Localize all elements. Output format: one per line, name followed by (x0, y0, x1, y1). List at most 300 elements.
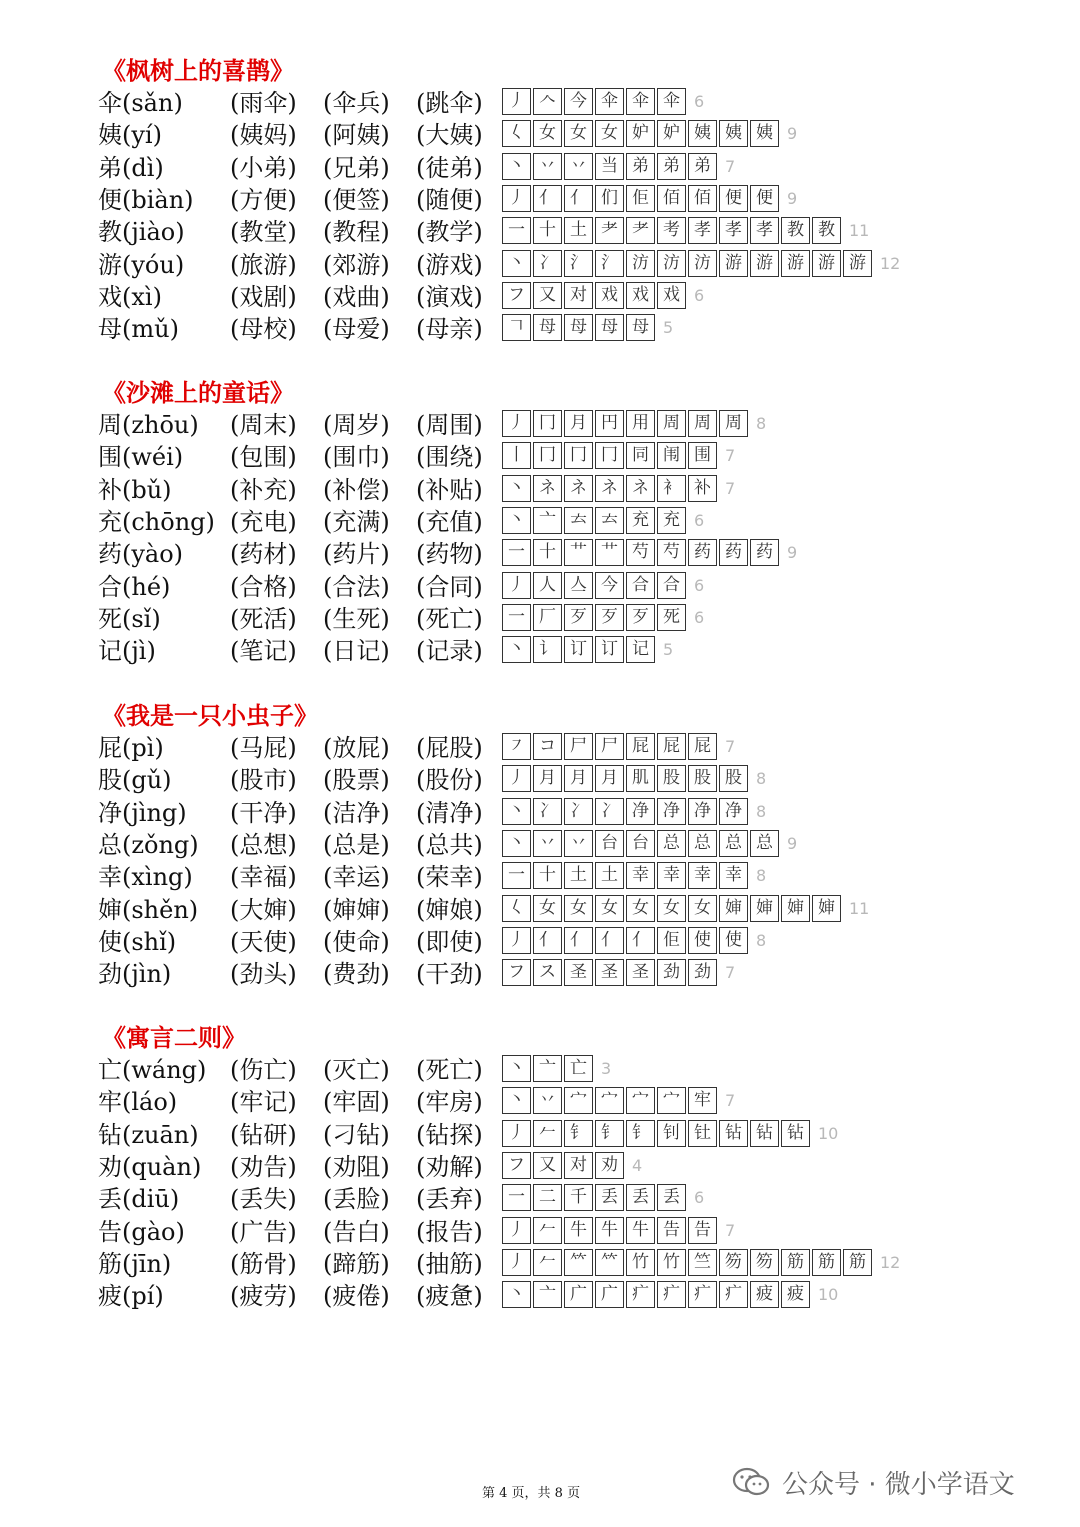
stroke-step-cell: 亠 (533, 507, 562, 534)
watermark (732, 1462, 1015, 1502)
stroke-step-cell: 女 (595, 895, 624, 922)
character-pinyin: 充(chōng) (98, 507, 215, 536)
stroke-step-cell: 广 (564, 1281, 593, 1308)
vocab-word: (屁股) (416, 734, 483, 762)
character-row (0, 571, 1080, 603)
character-row (0, 1216, 1080, 1248)
stroke-order-grid (502, 604, 704, 633)
stroke-step-cell: 一 (502, 217, 531, 244)
stroke-step-cell: 订 (595, 636, 624, 663)
stroke-order-grid (502, 798, 766, 827)
stroke-step-cell: 围 (688, 442, 717, 469)
stroke-step-cell: 钻 (781, 1120, 810, 1147)
vocab-word: (补偿) (323, 475, 390, 504)
stroke-step-cell: 伞 (626, 88, 655, 115)
stroke-step-cell: 𠫓 (595, 507, 624, 534)
stroke-step-cell: 佢 (657, 927, 686, 954)
section-title: 《枫树上的喜鹊》 (102, 56, 294, 85)
vocab-word: (蹄筋) (323, 1249, 390, 1278)
stroke-step-cell: 耂 (595, 217, 624, 244)
stroke-step-cell: 汸 (626, 250, 655, 277)
vocab-word: (即使) (416, 927, 483, 956)
stroke-step-cell: 伞 (657, 88, 686, 115)
vocab-word: (充满) (323, 507, 390, 536)
vocab-word: (劝告) (230, 1152, 297, 1181)
vocab-word: (围巾) (323, 443, 390, 472)
stroke-step-cell: 使 (688, 927, 717, 954)
stroke-step-cell: 戏 (657, 282, 686, 309)
stroke-step-cell: 一 (502, 1184, 531, 1211)
stroke-step-cell: 屁 (657, 733, 686, 760)
stroke-order-grid (502, 1281, 838, 1310)
stroke-step-cell: 土 (564, 862, 593, 889)
stroke-count: 11 (849, 898, 870, 918)
vocab-word: (死活) (230, 604, 297, 633)
vocab-word: (合法) (323, 572, 390, 601)
character-row (0, 506, 1080, 538)
stroke-order-grid (502, 1152, 642, 1181)
vocab-word: (总想) (230, 830, 297, 859)
stroke-order-grid (502, 442, 735, 471)
stroke-order-grid (502, 1055, 611, 1084)
stroke-step-cell: 𠃍 (502, 314, 531, 341)
vocab-word: (钻研) (230, 1120, 297, 1149)
vocab-word: (钻探) (416, 1120, 483, 1149)
character-row (0, 281, 1080, 313)
stroke-order-grid (502, 862, 766, 891)
stroke-count: 11 (849, 221, 870, 241)
character-row (0, 603, 1080, 635)
vocab-word: (药材) (230, 540, 297, 569)
vocab-word: (告白) (323, 1217, 390, 1246)
character-pinyin: 疲(pí) (98, 1282, 164, 1311)
vocab-word: (马屁) (230, 734, 297, 762)
stroke-step-cell: 笏 (719, 1249, 748, 1276)
vocab-word: (充值) (416, 507, 483, 536)
stroke-order-grid (502, 250, 900, 279)
stroke-step-cell: 十 (533, 217, 562, 244)
stroke-count: 10 (818, 1123, 839, 1143)
vocab-word: (疲倦) (323, 1282, 390, 1311)
stroke-step-cell: 姨 (750, 120, 779, 147)
character-row (0, 313, 1080, 345)
stroke-order-grid (502, 895, 869, 924)
stroke-step-cell: 屁 (688, 733, 717, 760)
stroke-step-cell: 𡿨 (502, 120, 531, 147)
stroke-step-cell: 订 (564, 636, 593, 663)
stroke-step-cell: 股 (657, 765, 686, 792)
character-row (0, 1248, 1080, 1280)
vocab-word: (药物) (416, 540, 483, 569)
vocab-word: (婶婶) (323, 895, 390, 924)
vocab-word: (母校) (230, 315, 297, 344)
character-row (0, 1119, 1080, 1151)
stroke-order-grid (502, 1184, 704, 1213)
stroke-step-cell: 竹 (626, 1249, 655, 1276)
vocab-word: (抽筋) (416, 1249, 483, 1278)
stroke-step-cell: 亻 (595, 927, 624, 954)
character-pinyin: 母(mǔ) (98, 315, 179, 344)
stroke-step-cell: 牢 (688, 1087, 717, 1114)
stroke-step-cell: 丶 (502, 1281, 531, 1308)
vocab-word: (戏剧) (230, 282, 297, 311)
stroke-step-cell: 股 (719, 765, 748, 792)
stroke-step-cell: 闱 (657, 442, 686, 469)
stroke-step-cell: 冂 (564, 442, 593, 469)
stroke-step-cell: 孝 (688, 217, 717, 244)
character-row (0, 829, 1080, 861)
character-row (0, 732, 1080, 764)
stroke-step-cell: 又 (533, 1152, 562, 1179)
vocab-word: (伞兵) (323, 89, 390, 117)
stroke-step-cell: 劲 (688, 959, 717, 986)
stroke-step-cell: 丿 (502, 88, 531, 115)
vocab-word: (劲头) (230, 960, 297, 989)
character-row (0, 474, 1080, 506)
stroke-step-cell: 疒 (657, 1281, 686, 1308)
stroke-step-cell: 亠 (533, 1055, 562, 1082)
vocab-word: (报告) (416, 1217, 483, 1246)
stroke-step-cell: 汸 (688, 250, 717, 277)
vocab-word: (总是) (323, 830, 390, 859)
vocab-word: (兄弟) (323, 153, 390, 182)
stroke-step-cell: 疲 (781, 1281, 810, 1308)
character-row (0, 635, 1080, 667)
vocab-word: (药片) (323, 540, 390, 569)
character-pinyin: 游(yóu) (98, 250, 185, 279)
character-pinyin: 姨(yí) (98, 121, 162, 150)
stroke-count: 8 (756, 414, 767, 433)
character-row (0, 764, 1080, 796)
stroke-step-cell: 宀 (595, 1087, 624, 1114)
stroke-step-cell: 台 (595, 830, 624, 857)
stroke-step-cell: 丢 (595, 1184, 624, 1211)
stroke-step-cell: 亻 (533, 185, 562, 212)
stroke-count: 10 (818, 1285, 839, 1305)
stroke-step-cell: 𠫓 (564, 507, 593, 534)
stroke-step-cell: 丶 (502, 250, 531, 277)
vocab-word: (费劲) (323, 960, 390, 989)
stroke-step-cell: 婶 (750, 895, 779, 922)
character-pinyin: 告(gào) (98, 1217, 185, 1246)
stroke-count: 9 (787, 833, 798, 853)
stroke-step-cell: 厂 (533, 604, 562, 631)
vocab-word: (幸运) (323, 863, 390, 892)
vocab-word: (劝阻) (323, 1152, 390, 1181)
stroke-order-grid (502, 153, 735, 182)
vocab-word: (合格) (230, 572, 297, 601)
stroke-step-cell: 牛 (626, 1217, 655, 1244)
stroke-step-cell: 佢 (626, 185, 655, 212)
stroke-step-cell: 土 (595, 862, 624, 889)
stroke-step-cell: 使 (719, 927, 748, 954)
stroke-count: 8 (756, 866, 767, 886)
stroke-order-grid (502, 927, 766, 956)
stroke-step-cell: 广 (595, 1281, 624, 1308)
stroke-step-cell: 们 (595, 185, 624, 212)
vocab-word: (教学) (416, 218, 483, 247)
stroke-step-cell: 冫 (533, 250, 562, 277)
vocab-word: (母爱) (323, 315, 390, 344)
character-row (0, 409, 1080, 441)
character-pinyin: 净(jìng) (98, 798, 187, 827)
stroke-order-grid (502, 475, 735, 504)
stroke-step-cell: 疒 (688, 1281, 717, 1308)
vocab-word: (充电) (230, 507, 297, 536)
stroke-count: 7 (725, 737, 736, 756)
stroke-step-cell: 丿 (502, 765, 531, 792)
vocab-word: (教程) (323, 218, 390, 247)
stroke-count: 7 (725, 1091, 736, 1111)
vocab-word: (日记) (323, 637, 390, 666)
stroke-step-cell: 肌 (626, 765, 655, 792)
stroke-step-cell: 二 (533, 1184, 562, 1211)
stroke-step-cell: 姨 (719, 120, 748, 147)
stroke-step-cell: ネ (595, 475, 624, 502)
stroke-step-cell: 劲 (657, 959, 686, 986)
stroke-step-cell: 佰 (657, 185, 686, 212)
stroke-step-cell: 疒 (719, 1281, 748, 1308)
stroke-step-cell: 补 (688, 475, 717, 502)
stroke-step-cell: 伞 (595, 88, 624, 115)
character-pinyin: 伞(sǎn) (98, 89, 183, 117)
vocab-word: (郊游) (323, 250, 390, 279)
stroke-count: 5 (663, 318, 674, 338)
stroke-step-cell: 尸 (595, 733, 624, 760)
stroke-step-cell: 母 (595, 314, 624, 341)
stroke-step-cell: 丶 (502, 507, 531, 534)
stroke-step-cell: 告 (657, 1217, 686, 1244)
stroke-step-cell: 芍 (657, 539, 686, 566)
stroke-step-cell: フ (502, 1152, 531, 1179)
stroke-step-cell: 耂 (626, 217, 655, 244)
vocab-word: (天使) (230, 927, 297, 956)
stroke-step-cell: 月 (564, 765, 593, 792)
stroke-step-cell: 幸 (626, 862, 655, 889)
vocab-word: (筋骨) (230, 1249, 297, 1278)
stroke-step-cell: ス (533, 959, 562, 986)
stroke-step-cell: ネ (533, 475, 562, 502)
stroke-step-cell: 丶 (502, 153, 531, 180)
stroke-step-cell: 钻 (750, 1120, 779, 1147)
vocab-word: (大姨) (416, 121, 483, 150)
stroke-step-cell: 牛 (595, 1217, 624, 1244)
stroke-step-cell: 疲 (750, 1281, 779, 1308)
character-pinyin: 记(jì) (98, 637, 156, 666)
vocab-word: (使命) (323, 927, 390, 956)
stroke-step-cell: 冂 (595, 442, 624, 469)
stroke-step-cell: 𥫗 (595, 1249, 624, 1276)
stroke-count: 3 (601, 1059, 612, 1078)
character-pinyin: 合(hé) (98, 572, 171, 601)
vocab-word: (小弟) (230, 153, 297, 182)
section-title: 《沙滩上的童话》 (102, 378, 294, 407)
stroke-step-cell: 宀 (657, 1087, 686, 1114)
stroke-order-grid (502, 636, 673, 665)
stroke-step-cell: 月 (564, 410, 593, 437)
stroke-count: 9 (787, 543, 798, 563)
character-pinyin: 围(wéi) (98, 443, 184, 472)
stroke-step-cell: 女 (533, 895, 562, 922)
stroke-step-cell: 净 (688, 798, 717, 825)
stroke-step-cell: 充 (626, 507, 655, 534)
vocab-word: (徒弟) (416, 153, 483, 182)
vocab-word: (笔记) (230, 637, 297, 666)
stroke-step-cell: 母 (533, 314, 562, 341)
stroke-step-cell: 婶 (812, 895, 841, 922)
wechat-icon (732, 1467, 770, 1497)
stroke-step-cell: 幸 (657, 862, 686, 889)
stroke-order-grid (502, 539, 797, 568)
stroke-count: 6 (694, 285, 705, 305)
stroke-count: 8 (756, 930, 767, 950)
stroke-step-cell: 又 (533, 282, 562, 309)
vocab-word: (教堂) (230, 218, 297, 247)
stroke-step-cell: 便 (719, 185, 748, 212)
stroke-order-grid (502, 1249, 900, 1278)
stroke-step-cell: 丿 (502, 1249, 531, 1276)
stroke-step-cell: 月 (595, 765, 624, 792)
vocab-word: (清净) (416, 798, 483, 827)
character-row (0, 926, 1080, 958)
stroke-step-cell: 丿 (502, 410, 531, 437)
vocab-word: (演戏) (416, 282, 483, 311)
character-row (0, 216, 1080, 248)
stroke-step-cell: 筋 (812, 1249, 841, 1276)
stroke-step-cell: 净 (657, 798, 686, 825)
stroke-count: 8 (756, 801, 767, 821)
stroke-step-cell: 弟 (657, 153, 686, 180)
stroke-step-cell: 丿 (502, 185, 531, 212)
stroke-step-cell: 佰 (688, 185, 717, 212)
character-row (0, 249, 1080, 281)
character-row (0, 894, 1080, 926)
stroke-step-cell: 孝 (750, 217, 779, 244)
character-pinyin: 死(sǐ) (98, 604, 161, 633)
vocab-word: (牢记) (230, 1088, 297, 1117)
character-pinyin: 便(biàn) (98, 185, 194, 214)
vocab-word: (丢弃) (416, 1185, 483, 1214)
stroke-step-cell: 游 (781, 250, 810, 277)
vocab-word: (洁净) (323, 798, 390, 827)
stroke-step-cell: 𠆢 (533, 88, 562, 115)
stroke-step-cell: 丶 (502, 830, 531, 857)
watermark-text: 公众号 · 微小学语文 (782, 1469, 1015, 1500)
stroke-step-cell: 丷 (533, 830, 562, 857)
stroke-step-cell: 一 (502, 604, 531, 631)
stroke-order-grid (502, 88, 704, 117)
stroke-count: 6 (694, 1188, 705, 1208)
character-row (0, 1086, 1080, 1118)
stroke-step-cell: 汸 (657, 250, 686, 277)
stroke-step-cell: 尸 (564, 733, 593, 760)
stroke-step-cell: 𥫗 (564, 1249, 593, 1276)
stroke-step-cell: 円 (595, 410, 624, 437)
stroke-step-cell: 亼 (564, 572, 593, 599)
character-row (0, 1151, 1080, 1183)
vocab-word: (大婶) (230, 895, 297, 924)
stroke-step-cell: 女 (626, 895, 655, 922)
character-row (0, 958, 1080, 990)
stroke-step-cell: 钅 (564, 1120, 593, 1147)
stroke-step-cell: 考 (657, 217, 686, 244)
stroke-step-cell: 丷 (564, 153, 593, 180)
character-row (0, 538, 1080, 570)
vocab-word: (随便) (416, 185, 483, 214)
stroke-step-cell: 圣 (564, 959, 593, 986)
stroke-step-cell: 游 (812, 250, 841, 277)
stroke-step-cell: ネ (626, 475, 655, 502)
stroke-step-cell: 十 (533, 862, 562, 889)
stroke-step-cell: 合 (626, 572, 655, 599)
stroke-order-grid (502, 1087, 735, 1116)
stroke-count: 12 (880, 253, 901, 273)
stroke-step-cell: 周 (688, 410, 717, 437)
vocab-word: (阿姨) (323, 121, 390, 150)
stroke-step-cell: 游 (843, 250, 872, 277)
stroke-order-grid (502, 959, 735, 988)
stroke-count: 7 (725, 1220, 736, 1240)
vocab-word: (周围) (416, 411, 483, 439)
character-row (0, 119, 1080, 151)
character-row (0, 797, 1080, 829)
stroke-step-cell: 亻 (533, 927, 562, 954)
stroke-step-cell: 钍 (688, 1120, 717, 1147)
stroke-step-cell: 丢 (657, 1184, 686, 1211)
stroke-step-cell: 冫 (564, 798, 593, 825)
stroke-step-cell: 用 (626, 410, 655, 437)
stroke-step-cell: 亻 (564, 927, 593, 954)
stroke-step-cell: 死 (657, 604, 686, 631)
vocab-word: (疲劳) (230, 1282, 297, 1311)
stroke-step-cell: 婶 (719, 895, 748, 922)
stroke-count: 6 (694, 575, 705, 595)
vocab-word: (合同) (416, 572, 483, 601)
character-pinyin: 戏(xì) (98, 282, 162, 311)
stroke-count: 12 (880, 1252, 901, 1272)
stroke-step-cell: 母 (564, 314, 593, 341)
stroke-step-cell: 总 (719, 830, 748, 857)
stroke-step-cell: 钊 (657, 1120, 686, 1147)
stroke-step-cell: 疒 (626, 1281, 655, 1308)
vocab-word: (干劲) (416, 960, 483, 989)
stroke-step-cell: 丿 (502, 572, 531, 599)
stroke-count: 4 (632, 1155, 643, 1175)
stroke-step-cell: 总 (750, 830, 779, 857)
character-row (0, 1280, 1080, 1312)
character-pinyin: 亡(wáng) (98, 1056, 207, 1084)
vocab-word: (姨妈) (230, 121, 297, 150)
character-pinyin: 教(jiào) (98, 218, 185, 247)
character-pinyin: 股(gǔ) (98, 766, 172, 795)
stroke-step-cell: 充 (657, 507, 686, 534)
stroke-step-cell: 弟 (626, 153, 655, 180)
vocab-word: (劝解) (416, 1152, 483, 1181)
stroke-order-grid (502, 1120, 838, 1149)
stroke-step-cell: 丶 (502, 1087, 531, 1114)
stroke-step-cell: 丿 (502, 1217, 531, 1244)
character-pinyin: 丢(diū) (98, 1185, 180, 1214)
stroke-step-cell: 竹 (657, 1249, 686, 1276)
stroke-step-cell: 冂 (533, 442, 562, 469)
section-title: 《寓言二则》 (102, 1023, 246, 1052)
stroke-step-cell: 歹 (564, 604, 593, 631)
stroke-order-grid (502, 185, 797, 214)
stroke-step-cell: 艹 (595, 539, 624, 566)
stroke-step-cell: 屁 (626, 733, 655, 760)
stroke-step-cell: 钅 (626, 1120, 655, 1147)
stroke-step-cell: 丶 (502, 636, 531, 663)
